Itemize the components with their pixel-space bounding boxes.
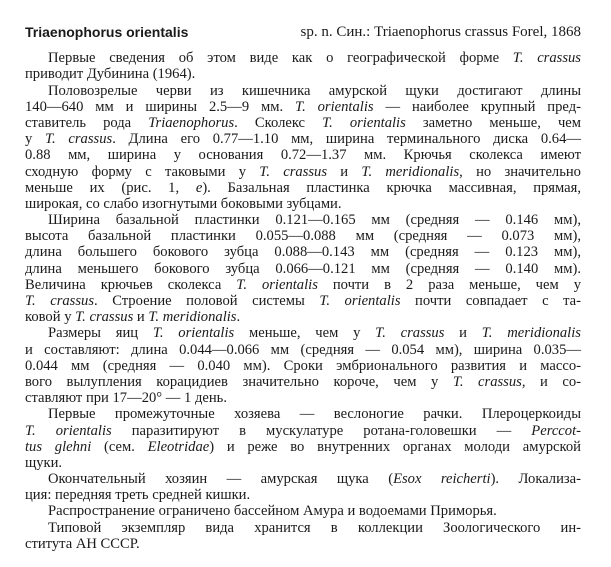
text-line (25, 423, 581, 439)
text-line (25, 374, 581, 390)
text-segment: 0.88 мм, ширина у основания 0.72—1.37 мм. Крючья сколекса имеют (25, 147, 581, 164)
text-segment: ковой у (25, 309, 76, 326)
text-segment: . Сколекс (234, 114, 323, 131)
text-segment: высота базальной пластинки 0.055—0.088 мм (средняя — 0.073 мм), (25, 228, 581, 245)
text-segment: . Длина его 0.77—1.10 мм, ширина терминального диска 0.64— (112, 131, 581, 148)
italic-taxon: T. orientalis (25, 422, 112, 439)
text-line (25, 406, 581, 422)
italic-taxon: T. crassus (512, 50, 581, 67)
text-segment: ститута АН СССР. (25, 535, 140, 552)
text-segment: Первые промежуточные хозяева — веслоногие рачки. Плероцеркоиды (48, 406, 581, 423)
text-line (25, 325, 581, 341)
text-line (25, 180, 581, 196)
text-segment: — наиболее крупный пред- (373, 98, 581, 115)
text-line (25, 536, 581, 552)
paragraph (25, 406, 581, 471)
italic-taxon: T. orientalis (319, 293, 401, 310)
text-segment: широкая, со слабо изогнутыми боковыми зубцами. (25, 195, 342, 212)
italic-taxon: е (195, 179, 203, 196)
italic-taxon: T. crassus (45, 131, 113, 148)
text-segment: приводит Дубинина (1964). (25, 66, 196, 83)
paragraph (25, 212, 581, 325)
text-line (25, 244, 581, 260)
text-segment: и (327, 163, 362, 180)
text-line (25, 50, 581, 66)
text-segment: ). Базальная пластинка крючка массивная, прямая, (202, 179, 581, 196)
text-segment: Половозрелые черви из кишечника амурской щуки достигают длины (48, 82, 581, 99)
italic-taxon: tus glehni (25, 438, 92, 455)
text-line (25, 471, 581, 487)
text-segment: длина меньшего бокового зубца 0.066—0.121 мм (средняя — 0.140 мм). (25, 260, 581, 277)
italic-taxon: T. crassus (375, 325, 445, 342)
paragraph (25, 520, 581, 552)
text-line (25, 164, 581, 180)
italic-taxon: T. meridionalis (481, 325, 581, 342)
paragraph (25, 471, 581, 503)
text-segment: 140—640 мм и ширины 2.5—9 мм. (25, 98, 296, 115)
synonymy: sp. n. Син.: Triaenophorus crassus Forel, 1868 (300, 24, 581, 40)
species-name: Triaenophorus orientalis (25, 24, 189, 40)
text-line (25, 309, 581, 325)
italic-taxon: T. orientalis (295, 98, 374, 115)
text-segment: длина большего бокового зубца 0.088—0.143 мм (средняя — 0.123 мм), (25, 244, 581, 261)
text-segment: и составляют: длина 0.044—0.066 мм (средняя — 0.054 мм), ширина 0.035— (25, 341, 581, 358)
text-segment: . (236, 309, 241, 326)
text-segment: . Строение половой системы (94, 293, 320, 310)
italic-taxon: Esox reicherti (393, 471, 491, 488)
text-segment: Первые сведения об этом виде как о географической форме (48, 50, 513, 67)
text-segment: ция: передняя треть средней кишки. (25, 487, 251, 504)
text-segment: Размеры яиц (48, 325, 153, 342)
text-line (25, 358, 581, 374)
text-segment: вого вылупления корацидиев значительно короче, чем у (25, 373, 453, 390)
text-line (25, 520, 581, 536)
document-page (25, 24, 581, 552)
text-segment: и (133, 309, 149, 326)
italic-taxon: T. orientalis (152, 325, 235, 342)
text-line (25, 503, 581, 519)
species-heading (25, 24, 581, 40)
text-segment: , и со- (521, 373, 582, 390)
text-line (25, 261, 581, 277)
text-segment: меньше их (рис. 1, (25, 179, 196, 196)
text-segment: (сем. (91, 438, 148, 455)
text-line (25, 66, 581, 82)
text-segment: и (444, 325, 482, 342)
text-line (25, 439, 581, 455)
text-line (25, 390, 581, 406)
text-segment: заметно меньше, чем (405, 114, 581, 131)
paragraph (25, 503, 581, 519)
italic-taxon: T. orientalis (322, 114, 406, 131)
text-segment: почти в 2 раза меньше, чем у (317, 276, 581, 293)
italic-taxon: T. meridionalis (361, 163, 460, 180)
text-segment: ). Локализа- (490, 471, 581, 488)
text-line (25, 277, 581, 293)
italic-taxon: T. orientalis (236, 276, 318, 293)
paragraph (25, 50, 581, 82)
text-line (25, 147, 581, 163)
text-segment: сходную форму с таковыми у (25, 163, 260, 180)
italic-taxon: T. crassus (25, 293, 95, 310)
text-line (25, 293, 581, 309)
text-segment: щуки. (25, 454, 63, 471)
italic-taxon: T. crassus (75, 309, 134, 326)
italic-taxon: Eleotridae (147, 438, 210, 455)
text-line (25, 115, 581, 131)
text-segment: Типовой экземпляр вида хранится в коллекции Зоологического ин- (48, 519, 581, 536)
text-segment: ставляют при 17—20° — 1 день. (25, 390, 227, 407)
text-line (25, 99, 581, 115)
text-segment: Ширина базальной пластинки 0.121—0.165 мм (средняя — 0.146 мм), (48, 212, 581, 229)
italic-taxon: T. meridionalis (148, 309, 237, 326)
text-segment: 0.044 мм (средняя — 0.040 мм). Сроки эмбрионального развития и массо- (25, 357, 581, 374)
text-segment: ставитель рода (25, 114, 149, 131)
italic-taxon: Triaenophorus (148, 114, 235, 131)
text-segment: Окончательный хозяин — амурская щука ( (48, 471, 394, 488)
text-segment: , но значительно (459, 163, 581, 180)
paragraph (25, 325, 581, 406)
text-line (25, 83, 581, 99)
text-segment: Величина крючьев сколекса (25, 276, 237, 293)
text-line (25, 212, 581, 228)
text-segment: у (25, 131, 46, 148)
document-body (25, 50, 581, 552)
italic-taxon: T. crassus (259, 163, 328, 180)
italic-taxon: Perccot- (531, 422, 581, 439)
text-line (25, 455, 581, 471)
text-line (25, 228, 581, 244)
text-segment: меньше, чем у (234, 325, 376, 342)
text-line (25, 131, 581, 147)
text-line (25, 196, 581, 212)
text-segment: ) и реже во внутренних органах молоди амурской (209, 438, 581, 455)
text-segment: почти совпадает с та- (400, 293, 581, 310)
text-line (25, 487, 581, 503)
text-segment: паразитируют в мускулатуре ротана-головешки — (111, 422, 532, 439)
italic-taxon: T. crassus (452, 373, 522, 390)
paragraph (25, 83, 581, 213)
text-segment: Распространение ограничено бассейном Амура и водоемами Приморья. (48, 503, 497, 520)
text-line (25, 342, 581, 358)
